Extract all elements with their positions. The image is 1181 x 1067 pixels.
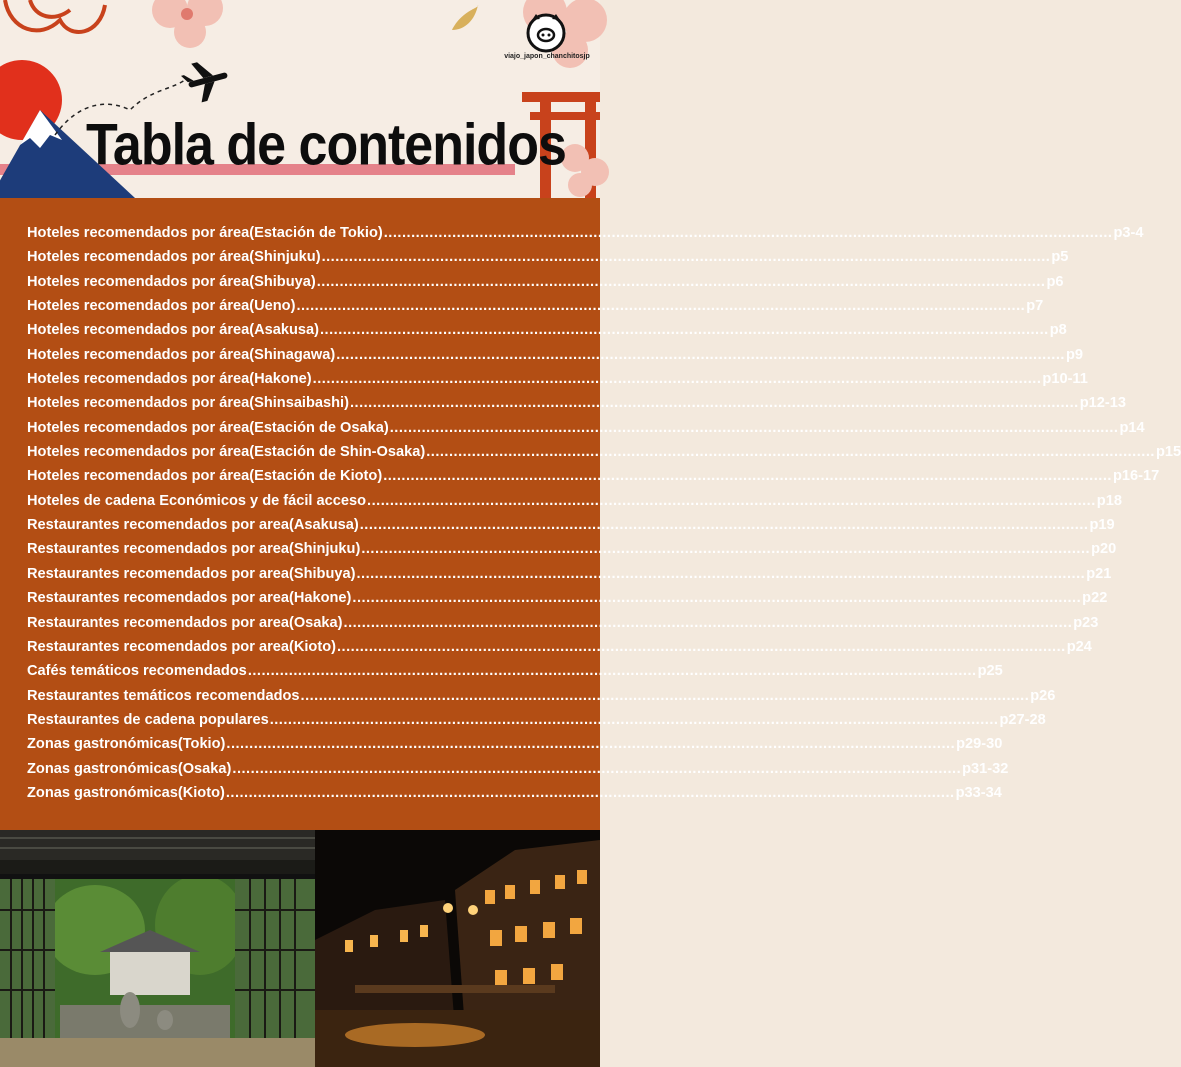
toc-entry [27,395,1126,419]
photo-strip [0,830,600,1067]
toc-entry-title: Hoteles recomendados por área(Asakusa) [27,322,319,339]
toc-entry [27,687,1056,712]
toc-entry [27,614,1099,639]
photo-onsen-night-street [315,830,600,1067]
toc-dot-leader: ................................................................................................................................................................ [383,225,1113,241]
toc-entry [27,565,1112,590]
toc-dot-leader: ................................................................................................................................................................ [359,517,1089,534]
leaf-icon [452,5,478,30]
toc-entry-page: p19 [1089,517,1115,534]
toc-entry-page: p15 [1155,444,1181,461]
toc-entry [27,663,1003,687]
toc-entry-title: Hoteles recomendados por área(Ueno) [27,298,296,315]
toc-dot-leader: ................................................................................................................................................................ [269,711,999,728]
toc-dot-leader: ................................................................................................................................................................ [232,760,962,777]
toc-entry-page: p16-17 [1112,468,1160,485]
toc-entry [27,225,1144,249]
toc-entry-page: p29-30 [956,736,1003,753]
toc-entry-title: Restaurantes recomendados por area(Asakusa) [27,517,359,534]
toc-entry [27,371,1088,395]
toc-entry-page: p10-11 [1042,371,1088,388]
cherry-blossom-icon [5,0,105,32]
toc-dot-leader: ................................................................................................................................................................ [312,371,1042,388]
brand-handle: viajo_japon_chanchitosjp [504,53,590,60]
table-of-contents [0,198,1181,830]
toc-entry [27,784,1002,809]
toc-entry-page: p25 [977,663,1003,680]
toc-entry-title: Zonas gastronómicas(Osaka) [27,760,232,777]
toc-entry-page: p7 [1026,298,1044,315]
cherry-blossom-icon [152,0,223,48]
toc-entry [27,419,1145,444]
toc-dot-leader: ................................................................................................................................................................ [356,565,1086,582]
toc-entry-title: Restaurantes temáticos recomendados [27,687,300,704]
toc-dot-leader: ................................................................................................................................................................ [296,298,1026,315]
toc-dot-leader: ................................................................................................................................................................ [383,468,1112,485]
toc-entry-title: Hoteles recomendados por área(Shinagawa) [27,346,336,363]
toc-entry-title: Hoteles recomendados por área(Estación de Osaka) [27,419,389,436]
toc-entry [27,298,1044,322]
toc-entry-page: p14 [1119,419,1145,436]
toc-dot-leader: ................................................................................................................................................................ [225,784,955,801]
toc-dot-leader: ................................................................................................................................................................ [352,590,1082,607]
toc-dot-leader: ................................................................................................................................................................ [389,419,1119,436]
toc-entry-page: p22 [1082,590,1108,607]
toc-entry-title: Hoteles recomendados por área(Estación de Tokio) [27,225,383,241]
toc-entry-title: Restaurantes de cadena populares [27,711,269,728]
toc-entry-title: Restaurantes recomendados por area(Shinjuku) [27,541,361,558]
toc-entry-page: p12-13 [1079,395,1126,412]
toc-entry [27,322,1067,346]
toc-entry-title: Restaurantes recomendados por area(Shibuya) [27,565,356,582]
toc-dot-leader: ................................................................................................................................................................ [316,273,1046,290]
pig-logo-icon [528,14,564,51]
toc-entry [27,760,1009,785]
toc-entry [27,273,1064,298]
page-title: Tabla de contenidos [86,113,566,179]
toc-entry-page: p20 [1091,541,1117,558]
toc-entry [27,249,1069,273]
toc-dot-leader: ................................................................................................................................................................ [247,663,977,680]
toc-entry-page: p6 [1046,273,1064,290]
toc-entry-title: Hoteles recomendados por área(Shinjuku) [27,249,321,266]
toc-entry-page: p31-32 [962,760,1009,777]
toc-entry-title: Restaurantes recomendados por area(Kioto) [27,638,336,655]
toc-entry-page: p24 [1066,638,1092,655]
toc-entry [27,492,1122,517]
toc-entry [27,736,1003,760]
toc-entry [27,444,1181,468]
toc-entry [27,638,1092,663]
toc-entry [27,541,1117,565]
toc-entry [27,346,1083,371]
toc-dot-leader: ................................................................................................................................................................ [226,736,956,753]
toc-entry-title: Hoteles de cadena Económicos y de fácil acceso [27,492,367,509]
toc-dot-leader: ................................................................................................................................................................ [343,614,1073,631]
toc-entry-title: Hoteles recomendados por área(Shibuya) [27,273,316,290]
toc-entry-title: Zonas gastronómicas(Kioto) [27,784,225,801]
toc-dot-leader: ................................................................................................................................................................ [300,687,1030,704]
toc-entry-title: Hoteles recomendados por área(Hakone) [27,371,312,388]
toc-dot-leader: ................................................................................................................................................................ [426,444,1155,461]
photo-traditional-room [0,830,315,1067]
toc-entry-page: p3-4 [1113,225,1144,241]
toc-entry-page: p9 [1065,346,1083,363]
toc-dot-leader: ................................................................................................................................................................ [321,249,1051,266]
toc-entry-page: p21 [1086,565,1112,582]
toc-dot-leader: ................................................................................................................................................................ [367,492,1096,509]
toc-dot-leader: ................................................................................................................................................................ [349,395,1079,412]
toc-entry [27,590,1108,614]
header-banner [0,0,600,198]
toc-entry-page: p5 [1051,249,1069,266]
toc-entry-page: p8 [1049,322,1067,339]
toc-entry-page: p23 [1073,614,1099,631]
toc-dot-leader: ................................................................................................................................................................ [319,322,1049,339]
toc-entry-title: Zonas gastronómicas(Tokio) [27,736,226,753]
toc-entry-title: Hoteles recomendados por área(Shinsaibashi) [27,395,349,412]
toc-entry [27,711,1046,736]
toc-entry-title: Restaurantes recomendados por area(Hakone) [27,590,352,607]
toc-entry-page: p26 [1030,687,1056,704]
toc-entry-title: Cafés temáticos recomendados [27,663,247,680]
toc-entry [27,517,1115,541]
toc-entry-title: Hoteles recomendados por área(Estación de Shin-Osaka) [27,444,426,461]
toc-entry-page: p18 [1096,492,1122,509]
toc-dot-leader: ................................................................................................................................................................ [361,541,1091,558]
airplane-icon [179,56,233,106]
toc-entry-title: Restaurantes recomendados por area(Osaka) [27,614,343,631]
toc-entry-page: p33-34 [955,784,1002,801]
toc-entry-title: Hoteles recomendados por área(Estación de Kioto) [27,468,383,485]
toc-entry-page: p27-28 [999,711,1046,728]
toc-list [27,225,1181,809]
toc-entry [27,468,1160,492]
toc-dot-leader: ................................................................................................................................................................ [336,638,1066,655]
toc-dot-leader: ................................................................................................................................................................ [336,346,1065,363]
